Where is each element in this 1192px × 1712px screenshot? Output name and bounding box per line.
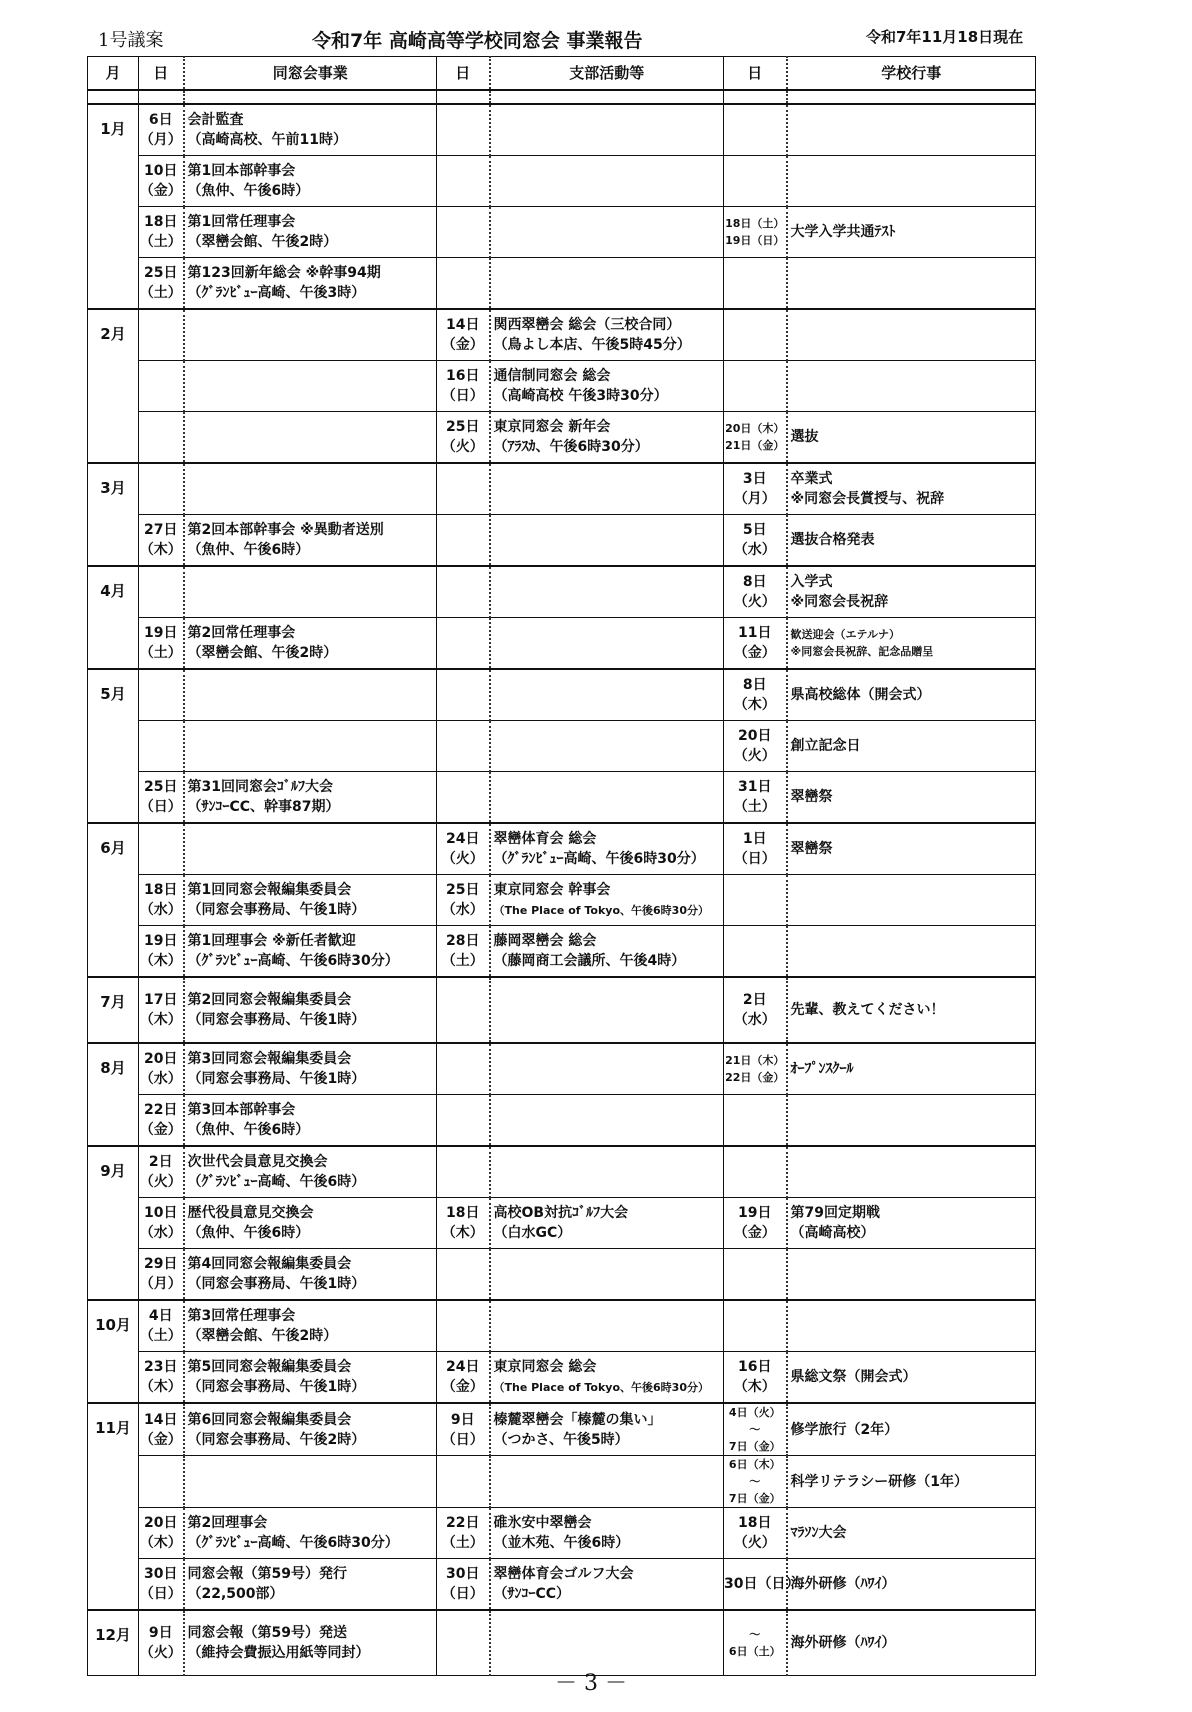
- branch-activity-cell: [490, 1043, 724, 1095]
- table-row: [88, 566, 1036, 618]
- branch-activity-cell: 翠巒体育会ゴルフ大会 （ｻﾝｺｰCC）: [490, 1559, 724, 1611]
- school-event-cell: 海外研修（ﾊﾜｲ）: [787, 1559, 1036, 1611]
- month-cell: 11月: [88, 1403, 139, 1610]
- branch-activity-cell: [490, 515, 724, 567]
- month-cell: 5月: [88, 669, 139, 823]
- day-cell: 22日 （金）: [139, 1095, 184, 1147]
- alumni-event-cell: 同窓会報（第59号）発行 （22,500部）: [184, 1559, 437, 1611]
- branch-day-cell: [437, 1146, 490, 1198]
- alumni-event-cell: [184, 1456, 437, 1508]
- table-row: [88, 1198, 1036, 1249]
- branch-activity-cell: [490, 1095, 724, 1147]
- month-cell: 9月: [88, 1146, 139, 1300]
- branch-activity-cell: [490, 104, 724, 156]
- school-event-cell: 第79回定期戦 （高崎高校）: [787, 1198, 1036, 1249]
- branch-activity-cell: [490, 1146, 724, 1198]
- school-day-cell: [724, 309, 787, 361]
- branch-activity-cell: 東京同窓会 幹事会 （The Place of Tokyo、午後6時30分）: [490, 875, 724, 926]
- table-row: [88, 463, 1036, 515]
- school-event-cell: ｵｰﾌﾟﾝｽｸｰﾙ: [787, 1043, 1036, 1095]
- school-event-cell: 県高校総体（開会式）: [787, 669, 1036, 721]
- alumni-event-cell: [184, 309, 437, 361]
- school-event-cell: 選抜: [787, 412, 1036, 464]
- branch-activity-cell: 通信制同窓会 総会 （高崎高校 午後3時30分）: [490, 361, 724, 412]
- branch-activity-cell: [490, 1300, 724, 1352]
- school-day-cell: 4日（火） ～ 7日（金）: [724, 1403, 787, 1456]
- branch-activity-cell: [490, 1456, 724, 1508]
- spacer-cell: [490, 90, 724, 104]
- school-event-cell: 先輩、教えてください！: [787, 977, 1036, 1043]
- day-cell: 14日 （金）: [139, 1403, 184, 1456]
- alumni-event-cell: 第2回本部幹事会 ※異動者送別 （魚仲、午後6時）: [184, 515, 437, 567]
- day-cell: [139, 566, 184, 618]
- month-cell: 3月: [88, 463, 139, 566]
- day-cell: 18日 （土）: [139, 207, 184, 258]
- day-cell: 19日 （土）: [139, 618, 184, 670]
- table-row: [88, 104, 1036, 156]
- school-day-cell: [724, 156, 787, 207]
- branch-day-cell: [437, 772, 490, 824]
- day-cell: 20日 （木）: [139, 1508, 184, 1559]
- school-day-cell: 20日 （火）: [724, 721, 787, 772]
- school-day-cell: 8日 （木）: [724, 669, 787, 721]
- table-row: [88, 1508, 1036, 1559]
- branch-activity-cell: [490, 463, 724, 515]
- branch-activity-cell: [490, 721, 724, 772]
- alumni-event-cell: 第1回同窓会報編集委員会 （同窓会事務局、午後1時）: [184, 875, 437, 926]
- school-event-cell: [787, 926, 1036, 978]
- branch-day-cell: [437, 1095, 490, 1147]
- day-cell: 20日 （水）: [139, 1043, 184, 1095]
- document-title: 令和7年 高崎高等学校同窓会 事業報告: [312, 30, 643, 52]
- branch-day-cell: [437, 156, 490, 207]
- table-row: [88, 258, 1036, 310]
- branch-activity-cell: [490, 669, 724, 721]
- branch-activity-cell: 翠巒体育会 総会 （ｸﾞﾗﾝﾋﾞｭｰ高崎、午後6時30分）: [490, 823, 724, 875]
- branch-day-cell: [437, 1456, 490, 1508]
- school-event-cell: 翠巒祭: [787, 823, 1036, 875]
- header-alumni-events: 同窓会事業: [184, 57, 437, 91]
- day-cell: [139, 823, 184, 875]
- document-label: 1号議案: [98, 30, 164, 51]
- branch-day-cell: 28日 （土）: [437, 926, 490, 978]
- day-cell: [139, 309, 184, 361]
- school-day-cell: 16日 （木）: [724, 1352, 787, 1404]
- day-cell: [139, 412, 184, 464]
- day-cell: 25日 （日）: [139, 772, 184, 824]
- school-event-cell: 歓送迎会（エテルナ） ※同窓会長祝辞、記念品贈呈: [787, 618, 1036, 670]
- table-row: [88, 515, 1036, 567]
- day-cell: [139, 721, 184, 772]
- school-day-cell: [724, 1300, 787, 1352]
- table-row: [88, 1403, 1036, 1456]
- school-event-cell: 創立記念日: [787, 721, 1036, 772]
- branch-day-cell: 24日 （金）: [437, 1352, 490, 1404]
- school-event-cell: ﾏﾗｿﾝ大会: [787, 1508, 1036, 1559]
- school-event-cell: [787, 309, 1036, 361]
- month-cell: 8月: [88, 1043, 139, 1146]
- school-day-cell: 6日（木） ～ 7日（金）: [724, 1456, 787, 1508]
- header-day-3: 日: [724, 57, 787, 91]
- school-day-cell: 2日 （水）: [724, 977, 787, 1043]
- branch-activity-cell: [490, 156, 724, 207]
- branch-activity-cell: [490, 258, 724, 310]
- school-day-cell: [724, 258, 787, 310]
- day-cell: 17日 （木）: [139, 977, 184, 1043]
- alumni-event-cell: 次世代会員意見交換会 （ｸﾞﾗﾝﾋﾞｭｰ高崎、午後6時）: [184, 1146, 437, 1198]
- month-cell: 12月: [88, 1610, 139, 1676]
- branch-activity-cell: 碓氷安中翠巒会 （並木苑、午後6時）: [490, 1508, 724, 1559]
- spacer-cell: [184, 90, 437, 104]
- header-day-2: 日: [437, 57, 490, 91]
- alumni-event-cell: 第123回新年総会 ※幹事94期 （ｸﾞﾗﾝﾋﾞｭｰ高崎、午後3時）: [184, 258, 437, 310]
- table-row: [88, 1146, 1036, 1198]
- branch-day-cell: [437, 566, 490, 618]
- alumni-event-cell: [184, 463, 437, 515]
- school-day-cell: [724, 1249, 787, 1301]
- day-cell: [139, 669, 184, 721]
- branch-activity-cell: [490, 772, 724, 824]
- day-cell: 27日 （木）: [139, 515, 184, 567]
- day-cell: 23日 （木）: [139, 1352, 184, 1404]
- branch-day-cell: 14日 （金）: [437, 309, 490, 361]
- day-cell: 19日 （木）: [139, 926, 184, 978]
- spacer-cell: [88, 90, 139, 104]
- day-cell: [139, 463, 184, 515]
- school-day-cell: [724, 926, 787, 978]
- school-day-cell: 20日（木） 21日（金）: [724, 412, 787, 464]
- day-cell: 29日 （月）: [139, 1249, 184, 1301]
- branch-activity-cell: [490, 566, 724, 618]
- month-cell: 6月: [88, 823, 139, 977]
- month-cell: 7月: [88, 977, 139, 1043]
- day-cell: 30日 （日）: [139, 1559, 184, 1611]
- table-row: [88, 772, 1036, 824]
- day-cell: [139, 1456, 184, 1508]
- school-day-cell: 1日 （日）: [724, 823, 787, 875]
- branch-day-cell: 18日 （木）: [437, 1198, 490, 1249]
- school-event-cell: [787, 875, 1036, 926]
- school-event-cell: 選抜合格発表: [787, 515, 1036, 567]
- branch-activity-cell: 藤岡翠巒会 総会 （藤岡商工会議所、午後4時）: [490, 926, 724, 978]
- school-event-cell: 科学リテラシー研修（1年）: [787, 1456, 1036, 1508]
- branch-activity-cell: 関西翠巒会 総会（三校合同） （鳥よし本店、午後5時45分）: [490, 309, 724, 361]
- school-day-cell: 18日 （火）: [724, 1508, 787, 1559]
- day-cell: 4日 （土）: [139, 1300, 184, 1352]
- school-event-cell: [787, 1300, 1036, 1352]
- school-day-cell: 30日（日）: [724, 1559, 787, 1611]
- table-row: [88, 1095, 1036, 1147]
- spacer-cell: [437, 90, 490, 104]
- alumni-event-cell: 第1回本部幹事会 （魚仲、午後6時）: [184, 156, 437, 207]
- schedule-table: [87, 56, 1036, 1676]
- day-cell: 10日 （水）: [139, 1198, 184, 1249]
- school-event-cell: [787, 258, 1036, 310]
- alumni-event-cell: 第2回理事会 （ｸﾞﾗﾝﾋﾞｭｰ高崎、午後6時30分）: [184, 1508, 437, 1559]
- school-day-cell: 3日 （月）: [724, 463, 787, 515]
- branch-day-cell: [437, 1249, 490, 1301]
- table-row: [88, 875, 1036, 926]
- month-cell: 10月: [88, 1300, 139, 1403]
- alumni-event-cell: [184, 361, 437, 412]
- spacer-cell: [139, 90, 184, 104]
- branch-day-cell: [437, 207, 490, 258]
- school-event-cell: 入学式 ※同窓会長祝辞: [787, 566, 1036, 618]
- table-row: [88, 1352, 1036, 1404]
- school-event-cell: [787, 1146, 1036, 1198]
- day-cell: 25日 （土）: [139, 258, 184, 310]
- header-branch-activities: 支部活動等: [490, 57, 724, 91]
- school-event-cell: [787, 156, 1036, 207]
- branch-day-cell: [437, 669, 490, 721]
- day-cell: 9日 （火）: [139, 1610, 184, 1676]
- branch-day-cell: [437, 463, 490, 515]
- alumni-event-cell: [184, 566, 437, 618]
- alumni-event-cell: 同窓会報（第59号）発送 （維持会費振込用紙等同封）: [184, 1610, 437, 1676]
- school-day-cell: 19日 （金）: [724, 1198, 787, 1249]
- branch-activity-cell: 東京同窓会 総会 （The Place of Tokyo、午後6時30分）: [490, 1352, 724, 1404]
- alumni-event-cell: 第3回常任理事会 （翠巒会館、午後2時）: [184, 1300, 437, 1352]
- school-day-cell: 5日 （水）: [724, 515, 787, 567]
- school-day-cell: 18日（土） 19日（日）: [724, 207, 787, 258]
- table-row: [88, 1043, 1036, 1095]
- school-day-cell: 8日 （火）: [724, 566, 787, 618]
- table-row: [88, 823, 1036, 875]
- alumni-event-cell: 第31回同窓会ｺﾞﾙﾌ大会 （ｻﾝｺｰCC、幹事87期）: [184, 772, 437, 824]
- alumni-event-cell: 第3回同窓会報編集委員会 （同窓会事務局、午後1時）: [184, 1043, 437, 1095]
- school-event-cell: 修学旅行（2年）: [787, 1403, 1036, 1456]
- alumni-event-cell: 第2回同窓会報編集委員会 （同窓会事務局、午後1時）: [184, 977, 437, 1043]
- branch-day-cell: [437, 618, 490, 670]
- header-school-events: 学校行事: [787, 57, 1036, 91]
- school-day-cell: 11日 （金）: [724, 618, 787, 670]
- day-cell: 6日 （月）: [139, 104, 184, 156]
- branch-day-cell: 25日 （水）: [437, 875, 490, 926]
- table-row: [88, 207, 1036, 258]
- alumni-event-cell: 歴代役員意見交換会 （魚仲、午後6時）: [184, 1198, 437, 1249]
- month-cell: 1月: [88, 104, 139, 309]
- table-row: [88, 412, 1036, 464]
- table-row: [88, 721, 1036, 772]
- table-row: [88, 926, 1036, 978]
- month-cell: 4月: [88, 566, 139, 669]
- table-row: [88, 1559, 1036, 1611]
- branch-day-cell: 25日 （火）: [437, 412, 490, 464]
- school-day-cell: ～ 6日（土）: [724, 1610, 787, 1676]
- page-number: － 3 －: [555, 1671, 627, 1696]
- branch-activity-cell: [490, 207, 724, 258]
- alumni-event-cell: 第5回同窓会報編集委員会 （同窓会事務局、午後1時）: [184, 1352, 437, 1404]
- school-event-cell: [787, 1095, 1036, 1147]
- school-event-cell: 翠巒祭: [787, 772, 1036, 824]
- month-cell: 2月: [88, 309, 139, 463]
- table-body: [88, 90, 1036, 1676]
- branch-day-cell: [437, 515, 490, 567]
- alumni-event-cell: 第1回常任理事会 （翠巒会館、午後2時）: [184, 207, 437, 258]
- alumni-event-cell: [184, 669, 437, 721]
- alumni-event-cell: 会計監査 （高崎高校、午前11時）: [184, 104, 437, 156]
- table-row: [88, 309, 1036, 361]
- school-day-cell: [724, 875, 787, 926]
- branch-activity-cell: [490, 977, 724, 1043]
- branch-day-cell: 24日 （火）: [437, 823, 490, 875]
- alumni-event-cell: [184, 823, 437, 875]
- school-day-cell: 31日 （土）: [724, 772, 787, 824]
- document-date: 令和7年11月18日現在: [866, 28, 1024, 46]
- school-event-cell: 卒業式 ※同窓会長賞授与、祝辞: [787, 463, 1036, 515]
- table-header-row: [88, 57, 1036, 91]
- school-day-cell: [724, 104, 787, 156]
- table-row: [88, 669, 1036, 721]
- school-event-cell: 海外研修（ﾊﾜｲ）: [787, 1610, 1036, 1676]
- alumni-event-cell: 第4回同窓会報編集委員会 （同窓会事務局、午後1時）: [184, 1249, 437, 1301]
- table-spacer-row: [88, 90, 1036, 104]
- branch-day-cell: [437, 258, 490, 310]
- branch-day-cell: [437, 104, 490, 156]
- table-row: [88, 618, 1036, 670]
- alumni-event-cell: 第3回本部幹事会 （魚仲、午後6時）: [184, 1095, 437, 1147]
- table-row: [88, 977, 1036, 1043]
- branch-day-cell: [437, 1043, 490, 1095]
- branch-activity-cell: 東京同窓会 新年会 （ｱﾗｽｶ、午後6時30分）: [490, 412, 724, 464]
- alumni-event-cell: 第1回理事会 ※新任者歓迎 （ｸﾞﾗﾝﾋﾞｭｰ高崎、午後6時30分）: [184, 926, 437, 978]
- table-row: [88, 1300, 1036, 1352]
- alumni-event-cell: [184, 721, 437, 772]
- day-cell: 18日 （水）: [139, 875, 184, 926]
- day-cell: [139, 361, 184, 412]
- school-event-cell: 大学入学共通ﾃｽﾄ: [787, 207, 1036, 258]
- branch-day-cell: [437, 977, 490, 1043]
- school-event-cell: [787, 1249, 1036, 1301]
- alumni-event-cell: [184, 412, 437, 464]
- branch-day-cell: [437, 1300, 490, 1352]
- branch-day-cell: [437, 721, 490, 772]
- school-day-cell: [724, 1095, 787, 1147]
- branch-day-cell: 16日 （日）: [437, 361, 490, 412]
- table-row: [88, 156, 1036, 207]
- alumni-event-cell: 第6回同窓会報編集委員会 （同窓会事務局、午後2時）: [184, 1403, 437, 1456]
- table-row: [88, 1249, 1036, 1301]
- school-day-cell: 21日（木） 22日（金）: [724, 1043, 787, 1095]
- branch-activity-cell: [490, 1249, 724, 1301]
- branch-activity-cell: 榛麓翠巒会「榛麓の集い」 （つかさ、午後5時）: [490, 1403, 724, 1456]
- school-event-cell: 県総文祭（開会式）: [787, 1352, 1036, 1404]
- spacer-cell: [724, 90, 787, 104]
- branch-day-cell: 9日 （日）: [437, 1403, 490, 1456]
- branch-day-cell: 30日 （日）: [437, 1559, 490, 1611]
- header-month: 月: [88, 57, 139, 91]
- branch-day-cell: [437, 1610, 490, 1676]
- school-event-cell: [787, 361, 1036, 412]
- branch-activity-cell: 高校OB対抗ｺﾞﾙﾌ大会 （白水GC）: [490, 1198, 724, 1249]
- school-event-cell: [787, 104, 1036, 156]
- branch-day-cell: 22日 （土）: [437, 1508, 490, 1559]
- table-row: [88, 1456, 1036, 1508]
- table-row: [88, 361, 1036, 412]
- school-day-cell: [724, 361, 787, 412]
- alumni-event-cell: 第2回常任理事会 （翠巒会館、午後2時）: [184, 618, 437, 670]
- school-day-cell: [724, 1146, 787, 1198]
- spacer-cell: [787, 90, 1036, 104]
- header-day-1: 日: [139, 57, 184, 91]
- day-cell: 10日 （金）: [139, 156, 184, 207]
- day-cell: 2日 （火）: [139, 1146, 184, 1198]
- branch-activity-cell: [490, 618, 724, 670]
